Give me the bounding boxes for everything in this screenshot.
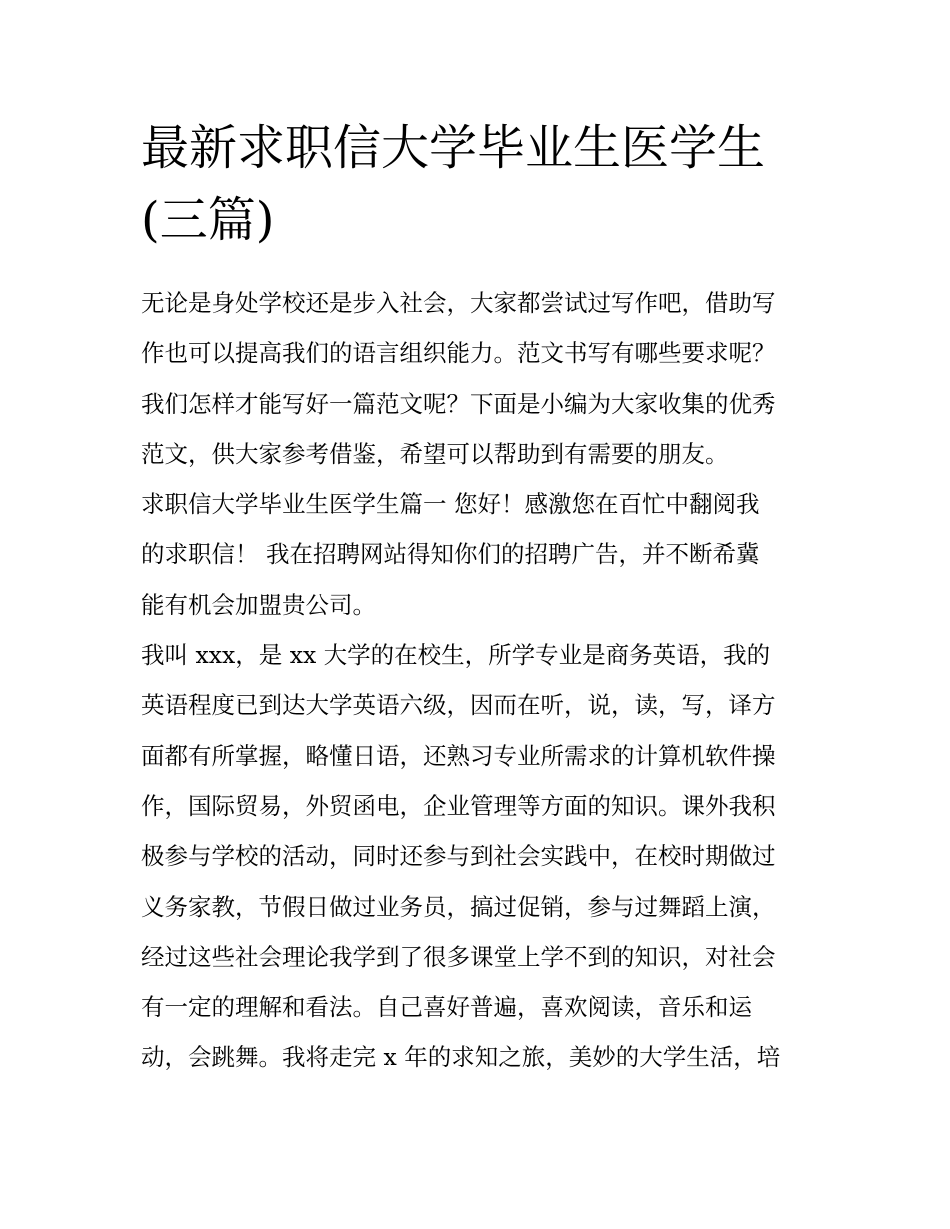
text-line: 义务家教，节假日做过业务员，搞过促销，参与过舞蹈上演， bbox=[141, 892, 776, 921]
text-line: 作，国际贸易，外贸函电，企业管理等方面的知识。课外我积 bbox=[141, 791, 776, 820]
title-line: (三篇) bbox=[141, 192, 275, 248]
document-title bbox=[141, 112, 821, 256]
text-line: 经过这些社会理论我学到了很多课堂上学不到的知识，对社会 bbox=[141, 942, 776, 971]
text-line: 英语程度已到达大学英语六级，因而在听，说，读，写，译方 bbox=[141, 691, 776, 720]
text-line: 面都有所掌握，略懂日语，还熟习专业所需求的计算机软件操 bbox=[141, 741, 776, 770]
text-line: 能有机会加盟贵公司。 bbox=[141, 590, 376, 619]
text-line: 求职信大学毕业生医学生篇一 您好！感激您在百忙中翻阅我 bbox=[141, 490, 760, 519]
text-line: 动，会跳舞。我将走完 x 年的求知之旅，美妙的大学生活，培 bbox=[141, 1043, 781, 1072]
title-line: 最新求职信大学毕业生医学生 bbox=[141, 120, 766, 176]
text-line: 极参与学校的活动，同时还参与到社会实践中，在校时期做过 bbox=[141, 842, 776, 871]
text-line: 有一定的理解和看法。自己喜好普遍，喜欢阅读，音乐和运 bbox=[141, 993, 752, 1022]
text-line: 我们怎样才能写好一篇范文呢？下面是小编为大家收集的优秀 bbox=[141, 389, 776, 418]
document-body bbox=[141, 278, 821, 1083]
text-line: 范文，供大家参考借鉴，希望可以帮助到有需要的朋友。 bbox=[141, 439, 729, 468]
text-line: 的求职信！ 我在招聘网站得知你们的招聘广告，并不断希冀 bbox=[141, 540, 760, 569]
text-line: 无论是身处学校还是步入社会，大家都尝试过写作吧，借助写 bbox=[141, 289, 776, 317]
text-line: 作也可以提高我们的语言组织能力。范文书写有哪些要求呢？ bbox=[141, 339, 776, 368]
text-line: 我叫 xxx，是 xx 大学的在校生，所学专业是商务英语，我的 bbox=[141, 641, 771, 670]
